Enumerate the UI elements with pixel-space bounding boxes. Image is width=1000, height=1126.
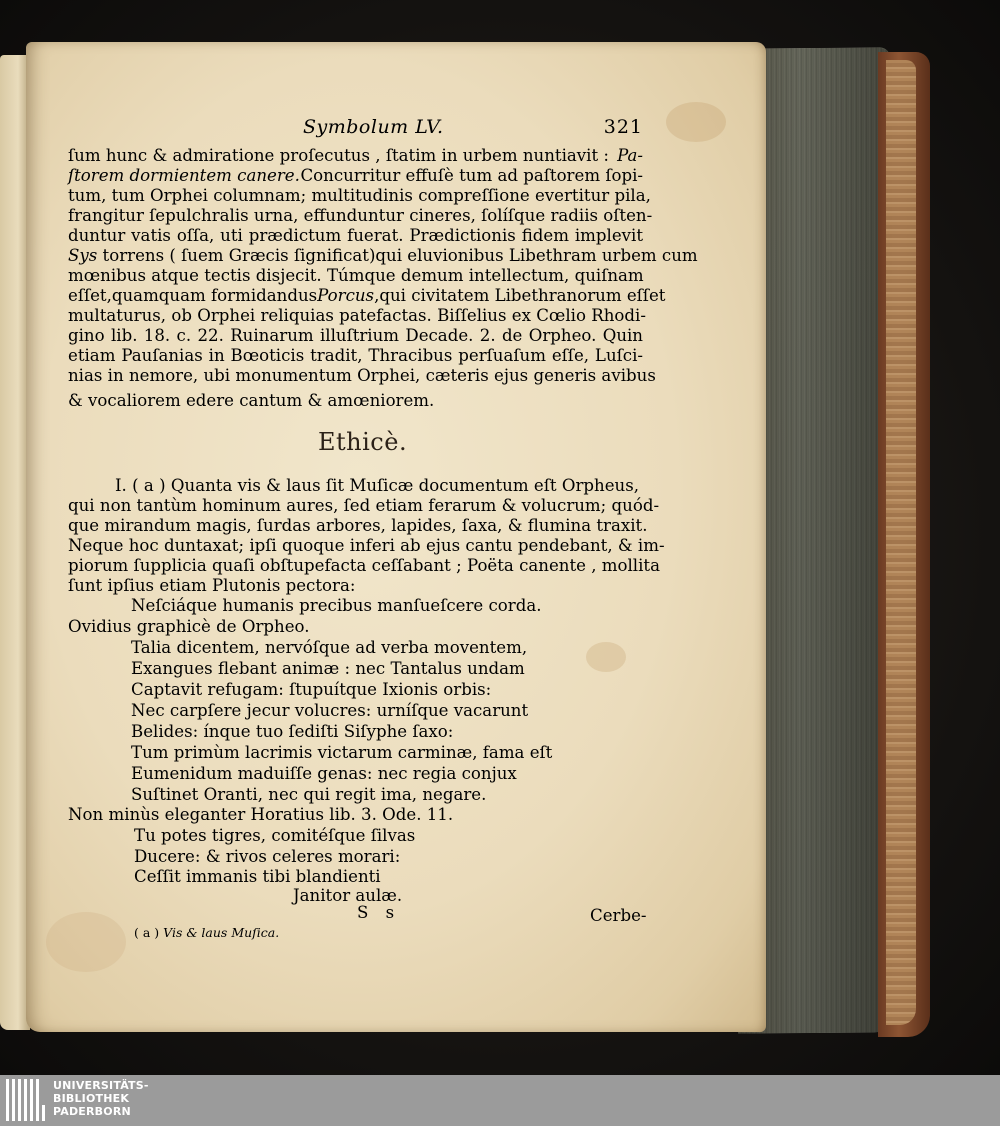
verse-line: Neſciáque humanis precibus manſueſcere corda. (131, 596, 542, 615)
page-stain (46, 912, 126, 972)
text-line: & vocaliorem edere cantum & amœniorem. (68, 391, 435, 410)
text-span: ,qui civitatem Libethranorum eſſet (374, 286, 666, 305)
footnote (134, 925, 279, 940)
logo-line: UNIVERSITÄTS- (53, 1079, 149, 1092)
verse-line: Suſtinet Oranti, nec qui regit ima, negare. (131, 785, 487, 804)
text-line: multaturus, ob Orphei reliquias patefactas. Biſſelius ex Cœlio Rhodi- (68, 306, 646, 325)
italic-word: Sys (68, 246, 98, 265)
text-line: piorum ſupplicia quaſi obſtupefacta ceſſabant ; Poëta canente , mollita (68, 556, 660, 575)
text-line: que mirandum magis, ſurdas arbores, lapides, ſaxa, & flumina traxit. (68, 516, 648, 535)
italic-word: Porcus (317, 286, 375, 305)
page-stain (586, 642, 626, 672)
text-line: qui non tantùm hominum aures, ſed etiam ferarum & volucrum; quód- (68, 496, 660, 515)
footnote-text: Vis & laus Muſica. (163, 925, 280, 940)
text-span: ſum hunc & admiratione proſecutus , ſtatim in urbem nuntiavit : (68, 146, 609, 165)
text-line (68, 286, 666, 306)
text-line: gino lib. 18. c. 22. Ruinarum illuſtrium Decade. 2. de Orpheo. Quin (68, 326, 643, 345)
citation-intro: Non minùs eleganter Horatius lib. 3. Ode. 11. (68, 805, 454, 824)
text-line (68, 166, 643, 186)
page-stain (666, 102, 726, 142)
text-line: Neque hoc duntaxat; ipſi quoque inferi ab ejus cantu pendebant, & im- (68, 536, 665, 555)
section-heading: Ethicè. (318, 428, 408, 456)
verse-line: Ducere: & rivos celeres morari: (134, 847, 401, 866)
verse-line: Belides: ínque tuo ſediſti Siſyphe ſaxo: (131, 722, 454, 741)
page-number: 321 (603, 116, 643, 138)
italic-word: Pa- (617, 146, 643, 165)
verse-line: Talia dicentem, nervóſque ad verba moventem, (131, 638, 528, 657)
library-logo-icon (6, 1079, 46, 1121)
text-line: duntur vatis oſſa, uti prædictum fuerat. Prædictionis fidem implevit (68, 226, 643, 245)
text-line (68, 146, 643, 166)
text-span: eſſet,quamquam formidandus (68, 286, 318, 305)
library-logo-text (53, 1079, 149, 1118)
text-line: tum, tum Orphei columnam; multitudinis compreſſione evertitur pila, (68, 186, 651, 205)
text-span: Concurritur effuſè tum ad paſtorem ſopi- (300, 166, 643, 185)
verse-line: Exangues flebant animæ : nec Tantalus undam (131, 659, 525, 678)
verse-line: Tu potes tigres, comitéſque ſilvas (134, 826, 416, 845)
cover-headband (886, 60, 916, 1025)
text-line: nias in nemore, ubi monumentum Orphei, cæteris ejus generis avibus (68, 366, 656, 385)
signature-mark: S s (357, 903, 401, 922)
logo-line: BIBLIOTHEK (53, 1092, 130, 1105)
citation-intro: Ovidius graphicè de Orpheo. (68, 617, 310, 636)
verse-line: Nec carpſere jecur volucres: urníſque vacarunt (131, 701, 529, 720)
text-line: frangitur ſepulchralis urna, effunduntur cineres, ſolíſque radiis oſten- (68, 206, 653, 225)
text-line: I. ( a ) Quanta vis & laus ſit Muſicæ documentum eſt Orpheus, (115, 476, 639, 495)
text-line: etiam Pauſanias in Bœoticis tradit, Thracibus perſuaſum eſſe, Luſci- (68, 346, 643, 365)
footnote-mark: ( a ) (134, 925, 160, 940)
verse-line: Tum primùm lacrimis victarum carminæ, fama eſt (131, 743, 553, 762)
text-line: mœnibus atque tectis disjecit. Túmque demum intellectum, quiſnam (68, 266, 644, 285)
logo-line: PADERBORN (53, 1105, 131, 1118)
text-line: ſunt ipſius etiam Plutonis pectora: (68, 576, 356, 595)
verse-line: Ceſſit immanis tibi blandienti (134, 867, 381, 886)
verse-line: Captavit refugam: ſtupuítque Ixionis orbis: (131, 680, 492, 699)
italic-phrase: ſtorem dormientem canere. (68, 166, 300, 185)
verse-line: Eumenidum maduiſſe genas: nec regia conjux (131, 764, 517, 783)
catchword: Cerbe- (590, 906, 647, 925)
library-footer-bar (0, 1075, 1000, 1126)
running-head (68, 116, 643, 140)
text-line (68, 246, 698, 266)
verse-line: Janitor aulæ. (293, 886, 403, 905)
text-span: torrens ( ſuem Græcis ſignificat)qui eluvionibus Libethram urbem cum (102, 246, 698, 265)
running-title: Symbolum LV. (303, 116, 444, 138)
